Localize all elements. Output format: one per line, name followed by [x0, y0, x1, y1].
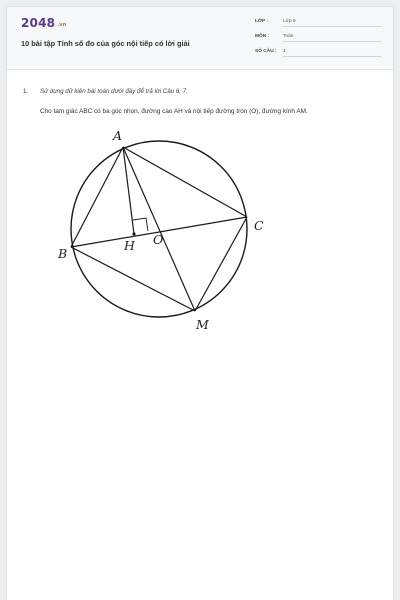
class-value: Lớp 9: [283, 19, 381, 27]
question-instruction: Sử dụng dữ kiện bài toán dưới đây để trả lời Câu 6, 7.: [40, 88, 188, 95]
foot-h-dot: [132, 232, 135, 235]
class-label: LỚP :: [255, 19, 269, 24]
document-title: 10 bài tập Tính số đo của góc nội tiếp có lời giải: [21, 39, 190, 48]
meta-class-row: [255, 18, 381, 33]
question-text: Cho tam giác ABC có ba góc nhọn, đường cao AH và nội tiếp đường tròn (O), đường kính AM.: [40, 108, 308, 115]
worksheet-header: [7, 7, 393, 70]
label-h: H: [124, 238, 135, 253]
subject-value: Toán: [283, 34, 381, 42]
label-o: O: [153, 232, 164, 247]
geometry-figure: [51, 119, 271, 333]
site-logo[interactable]: [21, 16, 67, 30]
label-b: B: [58, 246, 68, 261]
label-c: C: [254, 218, 264, 233]
worksheet-meta: [255, 18, 381, 63]
question-count-value: 1: [283, 49, 381, 57]
label-a: A: [113, 128, 123, 143]
logo-suffix: .vn: [57, 22, 67, 28]
label-m: M: [196, 317, 209, 332]
question-count-label: SỐ CÂU :: [255, 49, 277, 54]
segment-bm: [71, 247, 195, 311]
subject-label: MÔN :: [255, 34, 270, 39]
logo-text: 2048: [21, 16, 56, 30]
segment-ac: [123, 147, 247, 217]
worksheet-page: [6, 6, 394, 600]
meta-subject-row: [255, 33, 381, 48]
meta-count-row: [255, 48, 381, 63]
segment-ab: [71, 147, 123, 247]
right-angle-mark: [133, 218, 148, 231]
question-number: 1.: [23, 88, 29, 95]
